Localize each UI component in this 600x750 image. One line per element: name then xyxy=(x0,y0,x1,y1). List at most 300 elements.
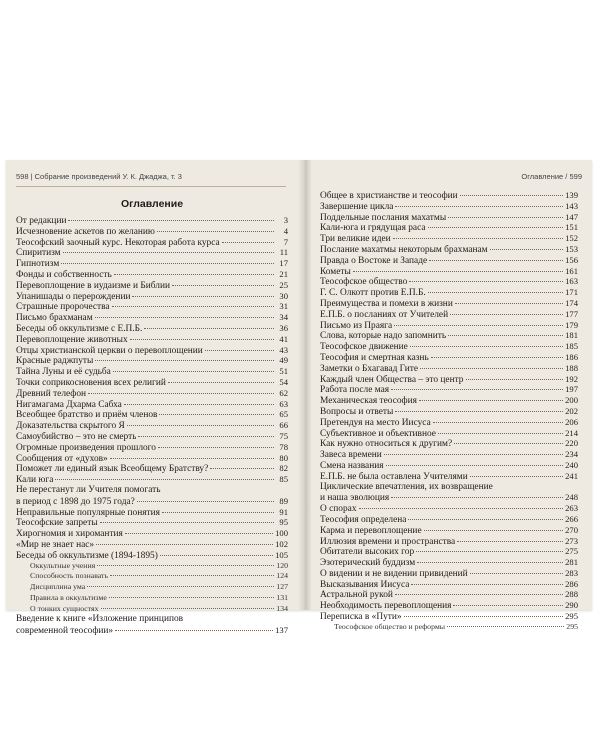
toc-entry xyxy=(320,341,578,352)
dot-leader xyxy=(438,433,563,434)
toc-page-number: 156 xyxy=(565,254,578,265)
toc-page-number: 34 xyxy=(279,312,288,323)
toc-entry xyxy=(320,298,578,309)
toc-entry-title: Правила в оккультизме xyxy=(30,592,107,602)
dot-leader xyxy=(87,586,274,587)
toc-entry xyxy=(16,334,288,345)
toc-entry-title: Завеса времени xyxy=(320,450,382,460)
toc-page-number: 36 xyxy=(279,322,288,333)
dot-leader xyxy=(404,616,563,617)
toc-entry xyxy=(16,528,288,539)
toc-list-right xyxy=(320,190,578,633)
toc-entry-title: Кали юга xyxy=(16,475,54,485)
toc-entry xyxy=(320,363,578,374)
toc-page-number: 214 xyxy=(565,427,578,438)
toc-entry-title: Письмо из Праяга xyxy=(320,320,393,331)
toc-page-number: 273 xyxy=(565,535,578,546)
toc-entry xyxy=(16,215,288,226)
dot-leader xyxy=(127,425,274,426)
toc-page-number: 143 xyxy=(565,200,578,211)
dot-leader xyxy=(419,400,563,401)
toc-page-number: 82 xyxy=(279,463,288,474)
toc-page-number: 51 xyxy=(279,366,288,377)
toc-page-number: 139 xyxy=(565,190,578,200)
toc-entry xyxy=(16,312,288,323)
dot-leader xyxy=(100,522,274,523)
toc-entry-title: Циклические впечатления, их возвращение xyxy=(320,481,493,492)
toc-page-number: 65 xyxy=(279,409,288,420)
toc-page-number: 137 xyxy=(275,625,288,636)
toc-entry xyxy=(16,269,288,280)
dot-leader xyxy=(391,497,563,498)
toc-page-number: 281 xyxy=(565,557,578,568)
toc-entry xyxy=(320,438,578,449)
dot-leader xyxy=(110,458,274,459)
toc-entry-title: Е.П.Б. не была оставлена Учителями xyxy=(320,471,468,482)
toc-entry-title: Три великие идеи xyxy=(320,234,391,244)
toc-page-number: 124 xyxy=(276,571,288,581)
toc-entry xyxy=(320,492,578,503)
toc-page-number: 202 xyxy=(565,405,578,416)
toc-entry-title: Правда о Востоке и Западе xyxy=(320,255,428,266)
dot-leader xyxy=(222,242,274,243)
toc-entry-title: Теософские запреты xyxy=(16,518,98,529)
toc-entry xyxy=(16,409,288,420)
dot-leader xyxy=(130,339,274,340)
dot-leader xyxy=(490,249,564,250)
dot-leader xyxy=(433,422,563,423)
toc-entry xyxy=(320,600,578,611)
dot-leader xyxy=(109,597,274,598)
toc-page-number: 283 xyxy=(565,567,578,578)
dot-leader xyxy=(88,393,274,394)
dot-leader xyxy=(470,476,563,477)
toc-entry xyxy=(320,514,578,525)
toc-entry xyxy=(320,428,578,439)
toc-page-number: 151 xyxy=(565,222,578,233)
dot-leader xyxy=(409,281,563,282)
toc-entry xyxy=(16,453,288,464)
toc-entry-title: Всеобщее братство и приём членов xyxy=(16,410,158,421)
toc-entry xyxy=(16,625,288,636)
toc-page-number: 7 xyxy=(283,236,288,247)
toc-entry-title: Фонды и собственность xyxy=(16,269,112,280)
toc-page-number: 288 xyxy=(565,589,578,600)
toc-entry-title: Смена названия xyxy=(320,460,384,471)
toc-entry-title: Как нужно относиться к другим? xyxy=(320,439,453,450)
toc-entry-title: Дисциплина ума xyxy=(30,582,86,592)
toc-page-number: 200 xyxy=(565,395,578,406)
toc-entry-title: Вопросы и ответы xyxy=(320,406,394,417)
book-spread xyxy=(6,160,592,637)
toc-entry-title: Доказательства скрытого Я xyxy=(16,421,125,431)
toc-entry-title: Теософское общество и реформы xyxy=(334,621,446,631)
toc-entry xyxy=(16,582,288,593)
toc-entry-title: О спорах xyxy=(320,504,357,514)
dot-leader xyxy=(431,357,563,358)
dot-leader xyxy=(460,195,563,196)
toc-entry-title: Каждый член Общества – это центр xyxy=(320,374,464,385)
toc-entry xyxy=(320,244,578,255)
toc-entry-title: Обитатели высоких гор xyxy=(320,547,415,558)
toc-page-number: 85 xyxy=(279,474,288,485)
right-page xyxy=(312,160,592,631)
toc-entry xyxy=(16,377,288,388)
toc-entry xyxy=(320,589,578,600)
dot-leader xyxy=(393,238,563,239)
toc-page-number: 95 xyxy=(279,517,288,528)
dot-leader xyxy=(113,371,274,372)
toc-entry xyxy=(320,201,578,212)
toc-entry-title: Теософский заочный курс. Некоторая работа курса xyxy=(16,237,220,248)
dot-leader xyxy=(428,292,563,293)
toc-entry-title: Гипнотизм xyxy=(16,259,60,269)
toc-entry-title: Необходимость перевоплощения xyxy=(320,601,452,612)
toc-page-number: 241 xyxy=(565,470,578,481)
toc-entry-title: Способность познавать xyxy=(30,571,109,581)
toc-entry xyxy=(320,482,578,493)
dot-leader xyxy=(68,220,274,221)
toc-page-number: 3 xyxy=(283,215,288,225)
toc-page-number: 234 xyxy=(565,449,578,460)
toc-entry-title: Беседы об оккультизме с Е.П.Б. xyxy=(16,323,143,334)
toc-entry-title: О видении и не видении привидений xyxy=(320,568,468,579)
toc-entry xyxy=(320,611,578,622)
dot-leader xyxy=(455,303,563,304)
dot-leader xyxy=(424,530,564,531)
toc-page-number: 174 xyxy=(565,297,578,308)
toc-entry xyxy=(16,388,288,399)
toc-page-number: 100 xyxy=(275,528,288,539)
toc-entry-title: Перевоплощение в иудаизме и Библии xyxy=(16,280,170,291)
toc-entry-title: Тайна Луны и её судьба xyxy=(16,367,111,377)
dot-leader xyxy=(112,306,274,307)
toc-page-number: 4 xyxy=(283,225,288,236)
toc-entry xyxy=(16,517,288,528)
toc-page-number: 31 xyxy=(279,301,288,312)
toc-entry xyxy=(320,287,578,298)
toc-page-number: 66 xyxy=(279,420,288,431)
toc-entry-title: Неправильные популярные понятия xyxy=(16,507,160,518)
dot-leader xyxy=(95,317,274,318)
toc-entry xyxy=(320,546,578,557)
toc-entry-title: Самоубийство – это не смерть xyxy=(16,431,137,442)
toc-page-number: 163 xyxy=(565,276,578,287)
toc-entry-title: Огромные произведения прошлого xyxy=(16,442,156,453)
toc-entry-title: Отцы христианской церкви о перевоплощении xyxy=(16,345,203,356)
toc-entry-title: Претендуя на место Иисуса xyxy=(320,417,431,428)
dot-leader xyxy=(114,274,274,275)
toc-entry xyxy=(320,471,578,482)
dot-leader xyxy=(125,533,273,534)
toc-entry-title: О тонких сущностях xyxy=(30,603,99,613)
toc-entry xyxy=(320,406,578,417)
toc-entry-title: «Мир не знает нас» xyxy=(16,539,95,550)
toc-entry xyxy=(16,550,288,561)
toc-page-number: 127 xyxy=(276,582,288,592)
toc-entry-title: Кометы xyxy=(320,266,351,277)
toc-entry-title: Теософия определена xyxy=(320,514,407,525)
toc-page-number: 188 xyxy=(565,362,578,373)
toc-entry xyxy=(320,525,578,536)
toc-entry xyxy=(16,280,288,291)
toc-entry xyxy=(16,507,288,518)
toc-page-number: 240 xyxy=(565,459,578,470)
dot-leader xyxy=(159,414,274,415)
toc-page-number: 41 xyxy=(279,333,288,344)
dot-leader xyxy=(453,605,563,606)
dot-leader xyxy=(210,468,274,469)
dot-leader xyxy=(144,328,274,329)
dot-leader xyxy=(395,594,563,595)
toc-entry-title: Хирогномия и хиромантия xyxy=(16,529,123,539)
toc-entry-title: Иллюзия времени и пространства xyxy=(320,536,456,547)
toc-entry-title: в период с 1898 до 1975 года? xyxy=(16,496,135,507)
toc-entry xyxy=(320,233,578,244)
toc-entry xyxy=(320,449,578,460)
toc-entry-title: Оккультные учения xyxy=(30,560,96,570)
toc-entry-title: Завершение цикла xyxy=(320,201,394,212)
book-gutter xyxy=(298,160,312,610)
toc-entry xyxy=(320,460,578,471)
toc-page-number: 62 xyxy=(279,387,288,398)
dot-leader xyxy=(137,501,274,502)
toc-entry-title: Упанишады о перерождении xyxy=(16,291,131,302)
toc-page-number: 102 xyxy=(275,538,288,549)
toc-entry xyxy=(16,463,288,474)
toc-page-number: 49 xyxy=(279,355,288,366)
dot-leader xyxy=(124,404,274,405)
dot-leader xyxy=(158,447,274,448)
dot-leader xyxy=(394,325,563,326)
toc-entry xyxy=(320,222,578,233)
toc-page-number: 25 xyxy=(279,279,288,290)
toc-entry-title: Е.П.Б. о посланиях от Учителей xyxy=(320,309,449,320)
toc-page-number: 120 xyxy=(276,560,288,570)
toc-entry-title: От редакции xyxy=(16,216,67,226)
toc-page-number: 30 xyxy=(279,290,288,301)
toc-page-number: 290 xyxy=(565,600,578,611)
dot-leader xyxy=(115,630,273,631)
toc-entry xyxy=(16,604,288,615)
dot-leader xyxy=(97,565,274,566)
dot-leader xyxy=(457,541,563,542)
toc-page-number: 186 xyxy=(565,351,578,362)
toc-entry-title: Кали-юга и грядущая раса xyxy=(320,223,426,234)
toc-entry xyxy=(16,485,288,496)
toc-entry xyxy=(320,568,578,579)
toc-page-number: 275 xyxy=(565,546,578,557)
toc-entry-title: Поддельные послания махатмы xyxy=(320,212,447,223)
toc-entry-title: Преимущества и помехи в жизни xyxy=(320,298,453,309)
toc-page-number: 75 xyxy=(279,430,288,441)
toc-entry xyxy=(16,226,288,237)
toc-entry xyxy=(16,323,288,334)
toc-page-number: 21 xyxy=(279,268,288,279)
toc-entry xyxy=(320,417,578,428)
toc-entry-title: Точки соприкосновения всех религий xyxy=(16,377,166,388)
dot-leader xyxy=(420,368,563,369)
toc-entry-title: Беседы об оккультизме (1894-1895) xyxy=(16,550,158,561)
toc-page-number: 177 xyxy=(565,308,578,319)
dot-leader xyxy=(359,508,564,509)
toc-entry-title: Страшные пророчества xyxy=(16,302,110,313)
toc-entry-title: Теософия и смертная казнь xyxy=(320,352,429,363)
dot-leader xyxy=(55,479,274,480)
toc-entry xyxy=(320,212,578,223)
toc-page-number: 147 xyxy=(565,211,578,222)
toc-entry-title: Сообщения от «духов» xyxy=(16,453,108,464)
dot-leader xyxy=(470,573,563,574)
dot-leader xyxy=(391,389,563,390)
toc-page-number: 270 xyxy=(565,524,578,535)
toc-entry-title: Поможет ли единый язык Всеобщему Братству? xyxy=(16,464,209,475)
dot-leader xyxy=(157,231,274,232)
toc-entry xyxy=(320,266,578,277)
toc-page-number: 197 xyxy=(565,384,578,395)
dot-leader xyxy=(138,436,274,437)
toc-entry xyxy=(320,276,578,287)
toc-page-number: 171 xyxy=(565,287,578,298)
toc-page-number: 78 xyxy=(279,441,288,452)
dot-leader xyxy=(61,263,274,264)
dot-leader xyxy=(205,350,274,351)
toc-page-number: 152 xyxy=(565,233,578,244)
toc-entry-title: Высказывания Иисуса xyxy=(320,579,410,590)
toc-entry xyxy=(320,557,578,568)
dot-leader xyxy=(96,544,273,545)
dot-leader xyxy=(429,260,563,261)
dot-leader xyxy=(417,562,563,563)
toc-page-number: 185 xyxy=(565,341,578,352)
toc-entry xyxy=(320,622,578,633)
toc-entry xyxy=(320,503,578,514)
toc-entry xyxy=(320,374,578,385)
toc-entry xyxy=(16,474,288,485)
dot-leader xyxy=(160,555,273,556)
dot-leader xyxy=(395,206,563,207)
toc-entry-title: Не перестанут ли Учителя помогать xyxy=(16,484,161,495)
dot-leader xyxy=(416,551,563,552)
toc-entry xyxy=(16,614,288,625)
toc-entry-title: Слова, которые надо запомнить xyxy=(320,331,447,342)
toc-page-number: 17 xyxy=(279,258,288,269)
dot-leader xyxy=(384,454,563,455)
toc-entry xyxy=(16,571,288,582)
toc-entry xyxy=(16,593,288,604)
toc-entry-title: Заметки о Бхагавад Гите xyxy=(320,363,419,374)
toc-entry xyxy=(16,442,288,453)
dot-leader xyxy=(410,346,563,347)
toc-title: Оглавление xyxy=(120,198,184,210)
dot-leader xyxy=(408,519,563,520)
toc-entry-title: Механическая теософия xyxy=(320,396,417,406)
dot-leader xyxy=(448,217,563,218)
toc-entry xyxy=(320,320,578,331)
toc-entry xyxy=(16,539,288,550)
toc-entry xyxy=(16,247,288,258)
dot-leader xyxy=(386,465,564,466)
toc-entry-title: и наша эволюция xyxy=(320,493,390,504)
toc-entry-title: Субъективное и объективное xyxy=(320,428,436,439)
toc-entry xyxy=(16,420,288,431)
toc-page-number: 263 xyxy=(565,503,578,514)
toc-page-number: 286 xyxy=(565,578,578,589)
toc-entry xyxy=(320,579,578,590)
toc-entry-title: Перевоплощение животных xyxy=(16,334,128,345)
toc-entry xyxy=(16,258,288,269)
dot-leader xyxy=(132,296,274,297)
toc-page-number: 266 xyxy=(565,513,578,524)
toc-entry xyxy=(16,291,288,302)
dot-leader xyxy=(162,512,274,513)
toc-entry-title: Исчезновение аскетов по желанию xyxy=(16,226,155,237)
toc-page-number: 220 xyxy=(565,438,578,449)
dot-leader xyxy=(353,271,563,272)
toc-page-number: 54 xyxy=(279,376,288,387)
toc-entry xyxy=(16,561,288,572)
toc-entry xyxy=(16,237,288,248)
running-head-right: Оглавление / 599 xyxy=(521,172,582,181)
dot-leader xyxy=(395,411,563,412)
toc-page-number: 11 xyxy=(279,247,288,258)
toc-page-number: 179 xyxy=(565,319,578,330)
toc-entry-title: Письмо брахманам xyxy=(16,313,93,323)
toc-entry-title: Теософское общество xyxy=(320,277,408,288)
toc-entry-title: Древний телефон xyxy=(16,388,87,399)
toc-entry xyxy=(16,431,288,442)
toc-page-number: 105 xyxy=(275,549,288,560)
toc-page-number: 295 xyxy=(565,611,578,622)
toc-entry xyxy=(16,496,288,507)
toc-page-number: 131 xyxy=(276,592,288,602)
toc-page-number: 43 xyxy=(279,344,288,355)
toc-entry-title: Переписка в «Пути» xyxy=(320,612,402,622)
toc-page-number: 248 xyxy=(565,492,578,503)
dot-leader xyxy=(454,443,563,444)
dot-leader xyxy=(466,379,564,380)
dot-leader xyxy=(447,626,564,627)
toc-page-number: 153 xyxy=(565,243,578,254)
dot-leader xyxy=(63,252,274,253)
toc-entry-title: Астральной рукой xyxy=(320,590,393,601)
toc-page-number: 89 xyxy=(279,495,288,506)
toc-entry-title: Введение к книге «Изложение принципов xyxy=(16,614,184,625)
toc-entry-title: Работа после мая xyxy=(320,385,390,396)
toc-page-number: 192 xyxy=(565,373,578,384)
dot-leader xyxy=(450,314,563,315)
left-page xyxy=(6,160,298,637)
toc-entry-title: Теософское движение xyxy=(320,342,408,352)
toc-entry xyxy=(320,190,578,201)
toc-page-number: 181 xyxy=(565,330,578,341)
toc-entry-title: современной теософии» xyxy=(16,626,114,637)
toc-page-number: 161 xyxy=(565,265,578,276)
toc-page-number: 91 xyxy=(279,506,288,517)
toc-entry xyxy=(16,399,288,410)
toc-entry-title: Общее в христианстве и теософии xyxy=(320,191,458,201)
toc-entry xyxy=(16,355,288,366)
toc-entry xyxy=(16,366,288,377)
toc-entry-title: Г. С. Олкотт против Е.П.Б. xyxy=(320,288,426,298)
toc-entry-title: Эзотерический буддизм xyxy=(320,558,416,568)
toc-page-number: 80 xyxy=(279,452,288,463)
dot-leader xyxy=(101,608,274,609)
toc-entry-title: Нигамагама Дхарма Сабха xyxy=(16,399,122,410)
toc-entry-title: Послание махатмы некоторым брахманам xyxy=(320,244,488,255)
toc-entry xyxy=(320,352,578,363)
toc-page-number: 134 xyxy=(276,603,288,613)
